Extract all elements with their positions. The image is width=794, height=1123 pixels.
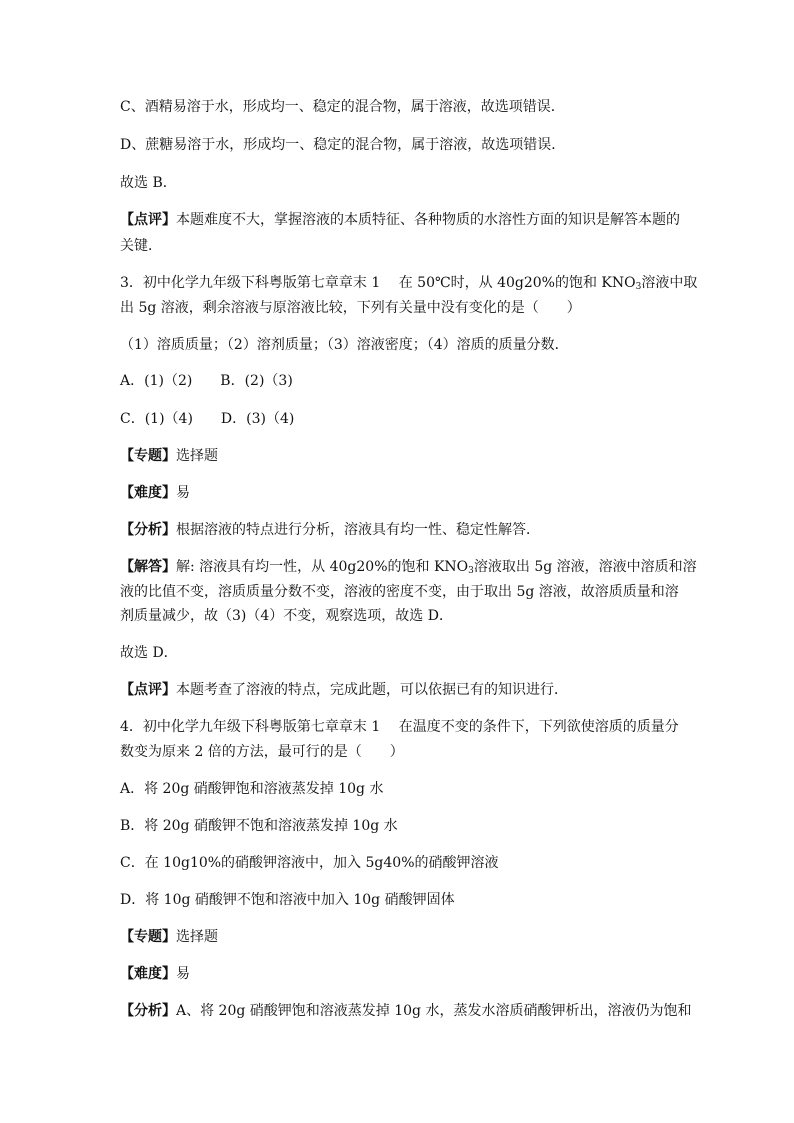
option-a: A．将 20g 硝酸钾饱和溶液蒸发掉 10g 水	[120, 781, 384, 797]
section-tag: 【分析】	[120, 1003, 176, 1019]
option-b: B．将 20g 硝酸钾不饱和溶液蒸发掉 10g 水	[120, 818, 398, 834]
options-line: C．(1)（4) D．(3)（4)	[120, 411, 295, 427]
analysis-line: 【分析】根据溶液的特点进行分析，溶液具有均一性、稳定性解答．	[120, 522, 540, 538]
text-line: D、蔗糖易溶于水，形成均一、稳定的混合物，属于溶液，故选项错误．	[120, 137, 566, 153]
text-line: 液的比值不变，溶质质量分数不变，溶液的密度不变，由于取出 5g 溶液，故溶质质量和溶	[120, 584, 679, 600]
question-4-stem: 4．初中化学九年级下科粤版第七章章末 1 在温度不变的条件下，下列欲使溶质的质量分	[120, 719, 679, 735]
option-d: D．将 10g 硝酸钾不饱和溶液中加入 10g 硝酸钾固体	[120, 892, 455, 908]
text-line: C、酒精易溶于水，形成均一、稳定的混合物，属于溶液，故选项错误．	[120, 99, 565, 115]
text-line: 数变为原来 2 倍的方法，最可行的是（ ）	[120, 744, 404, 760]
text-line: 关键．	[120, 238, 162, 254]
topic-line: 【专题】选择题	[120, 929, 218, 945]
text-line: （1）溶质质量；（2）溶剂质量；（3）溶液密度；（4）溶质的质量分数．	[120, 337, 569, 353]
text-line: 剂质量减少，故（3)（4）不变，观察选项，故选 D．	[120, 608, 453, 624]
text-line: 故选 D．	[120, 645, 178, 661]
topic-line: 【专题】选择题	[120, 448, 218, 464]
section-tag: 【解答】	[120, 559, 176, 575]
difficulty-line: 【难度】易	[120, 485, 190, 501]
section-tag: 【难度】	[120, 485, 176, 501]
analysis-line: 【分析】A、将 20g 硝酸钾饱和溶液蒸发掉 10g 水，蒸发水溶质硝酸钾析出，溶液仍为饱和	[120, 1003, 692, 1019]
text-line: 故选 B．	[120, 175, 177, 191]
option-c: C．在 10g10%的硝酸钾溶液中，加入 5g40%的硝酸钾溶液	[120, 855, 499, 871]
comment-paragraph: 【点评】本题考查了溶液的特点，完成此题，可以依据已有的知识进行．	[120, 682, 568, 698]
comment-paragraph: 【点评】本题难度不大，掌握溶液的本质特征、各种物质的水溶性方面的知识是解答本题的	[120, 212, 680, 228]
question-3-stem: 3．初中化学九年级下科粤版第七章章末 1 在 50℃时，从 40g20%的饱和 $KNO_3$溶液中取	[120, 275, 698, 292]
section-tag: 【难度】	[120, 966, 176, 982]
difficulty-line: 【难度】易	[120, 966, 190, 982]
answer-line: 【解答】解: 溶液具有均一性，从 40g20%的饱和 $KNO_3$溶液取出 5g 溶液，溶液中溶质和溶	[120, 559, 697, 576]
text-line: 出 5g 溶液，剩余溶液与原溶液比较，下列有关量中没有变化的是（ ）	[120, 300, 581, 316]
section-tag: 【专题】	[120, 929, 176, 945]
section-tag: 【专题】	[120, 448, 176, 464]
section-tag: 【点评】	[120, 682, 176, 698]
section-tag: 【分析】	[120, 522, 176, 538]
section-tag: 【点评】	[120, 212, 176, 228]
options-line: A．(1)（2) B．(2)（3)	[120, 373, 293, 389]
